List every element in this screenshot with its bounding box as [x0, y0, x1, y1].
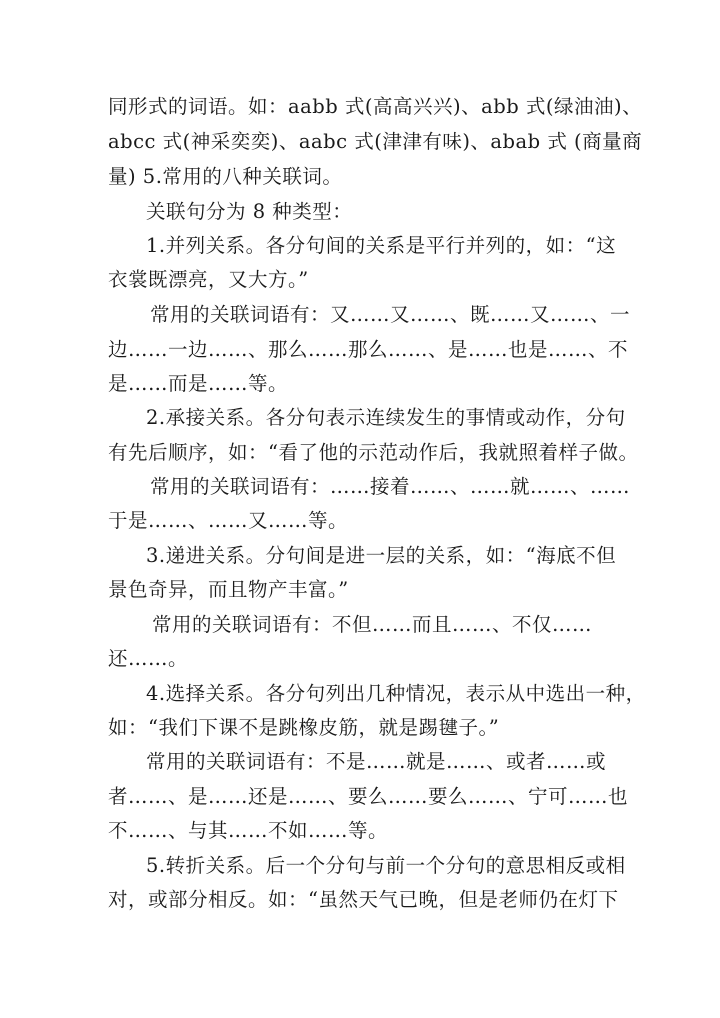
text-line: 关联句分为 8 种类型：	[146, 200, 353, 223]
text-line: 者……、是……还是……、要么……要么……、宁可……也	[108, 785, 629, 808]
text-line: 不……、与其……不如……等。	[108, 819, 389, 842]
text-line: 于是……、……又……等。	[108, 509, 349, 532]
text-line: 同形式的词语。如：aabb 式(高高兴兴)、abb 式(绿油油)、	[108, 95, 643, 118]
text-line: abcc 式(神采奕奕)、aabc 式(津津有味)、abab 式 (商量商	[108, 130, 643, 153]
text-line: 4.选择关系。各分句列出几种情况，表示从中选出一种，	[146, 682, 646, 705]
text-line: 2.承接关系。各分句表示连续发生的事情或动作，分句	[146, 406, 626, 429]
text-line: 常用的关联词语有：……接着……、……就……、……	[150, 475, 631, 498]
text-line: 5.转折关系。后一个分句与前一个分句的意思相反或相	[146, 854, 626, 877]
text-line: 还……。	[108, 647, 189, 670]
text-line: 边……一边……、那么……那么……、是……也是……、不	[108, 338, 629, 361]
text-line: 衣裳既漂亮，又大方。”	[108, 268, 309, 291]
text-line: 3.递进关系。分句间是进一层的关系，如：“海底不但	[146, 544, 617, 567]
text-line: 常用的关联词语有：又……又……、既……又……、一	[150, 303, 631, 326]
text-line: 如：“我们下课不是跳橡皮筋，就是踢毽子。”	[108, 716, 500, 739]
text-line: 景色奇异，而且物产丰富。”	[108, 578, 349, 601]
text-line: 对，或部分相反。如：“虽然天气已晚，但是老师仍在灯下	[108, 888, 619, 911]
text-line: 是……而是……等。	[108, 372, 289, 395]
text-line: 1.并列关系。各分句间的关系是平行并列的，如：“这	[146, 234, 617, 257]
text-line: 常用的关联词语有：不是……就是……、或者……或	[146, 750, 607, 773]
text-line: 量) 5.常用的八种关联词。	[108, 165, 343, 188]
text-line: 常用的关联词语有：不但……而且……、不仅……	[152, 613, 593, 636]
text-line: 有先后顺序，如：“看了他的示范动作后，我就照着样子做。	[108, 441, 639, 464]
